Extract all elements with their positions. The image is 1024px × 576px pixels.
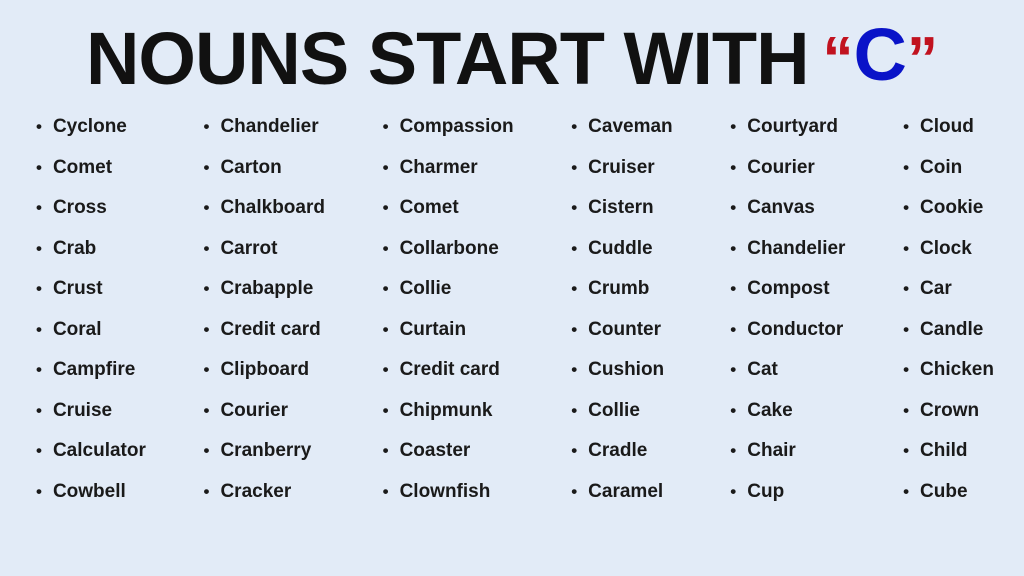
- word-label: Chipmunk: [399, 399, 493, 421]
- bullet-icon: •: [36, 198, 42, 217]
- word-label: Cowbell: [52, 480, 126, 502]
- word-label: Courier: [220, 399, 289, 421]
- list-item: [36, 359, 146, 381]
- word-label: Caveman: [588, 116, 673, 137]
- list-item: [571, 400, 672, 422]
- bullet-icon: •: [730, 238, 737, 258]
- bullet-icon: •: [382, 400, 389, 420]
- list-item: [36, 440, 146, 462]
- word-label: Calculator: [52, 440, 146, 461]
- list-item: [383, 157, 514, 179]
- bullet-icon: •: [730, 279, 737, 298]
- bullet-icon: •: [203, 279, 210, 298]
- bullet-icon: •: [730, 400, 737, 420]
- list-item: [383, 359, 514, 381]
- list-item: [903, 197, 994, 219]
- column-5: [730, 116, 845, 521]
- word-label: Clock: [920, 237, 972, 259]
- word-label: Cube: [920, 480, 968, 502]
- list-item: [36, 238, 146, 260]
- word-label: Caramel: [588, 480, 664, 502]
- word-label: Cistern: [588, 197, 654, 218]
- bullet-icon: •: [730, 360, 737, 379]
- word-label: Chicken: [920, 359, 994, 380]
- column-3: [383, 116, 514, 521]
- word-label: Cookie: [920, 197, 984, 218]
- word-label: Crab: [52, 237, 97, 259]
- list-item: [730, 238, 845, 260]
- word-label: Charmer: [399, 156, 478, 178]
- word-label: Clownfish: [399, 480, 491, 502]
- bullet-icon: •: [36, 279, 42, 298]
- list-item: [903, 440, 994, 462]
- word-label: Courier: [747, 156, 815, 178]
- bullet-icon: •: [730, 481, 737, 501]
- word-label: Canvas: [747, 197, 815, 218]
- list-item: [383, 197, 514, 219]
- list-item: [383, 238, 514, 260]
- list-item: [903, 359, 994, 381]
- bullet-icon: •: [571, 441, 578, 460]
- bullet-icon: •: [571, 157, 578, 177]
- word-label: Comet: [52, 156, 113, 178]
- bullet-icon: •: [36, 360, 42, 379]
- word-label: Crumb: [588, 278, 650, 299]
- word-label: Coaster: [399, 440, 471, 461]
- list-item: [730, 440, 845, 462]
- list-item: [204, 116, 325, 138]
- bullet-icon: •: [203, 238, 210, 258]
- bullet-icon: •: [903, 319, 910, 339]
- word-label: Cradle: [588, 440, 648, 461]
- word-label: Coral: [52, 318, 102, 340]
- bullet-icon: •: [203, 360, 210, 379]
- list-item: [383, 319, 514, 341]
- bullet-icon: •: [36, 481, 42, 501]
- bullet-icon: •: [571, 279, 578, 298]
- word-label: Chair: [747, 440, 796, 461]
- column-6: [903, 116, 994, 521]
- word-label: Coin: [920, 156, 963, 178]
- bullet-icon: •: [903, 117, 910, 136]
- bullet-icon: •: [203, 441, 210, 460]
- list-item: [204, 440, 325, 462]
- bullet-icon: •: [730, 441, 737, 460]
- bullet-icon: •: [382, 238, 389, 258]
- word-columns: [0, 102, 1024, 521]
- word-label: Counter: [588, 318, 661, 340]
- word-label: Collarbone: [399, 237, 499, 259]
- list-item: [204, 400, 325, 422]
- word-label: Carrot: [220, 237, 278, 259]
- list-item: [571, 238, 672, 260]
- word-label: Chandelier: [220, 116, 319, 137]
- word-label: Cruiser: [588, 156, 655, 178]
- list-item: [571, 359, 672, 381]
- list-item: [730, 400, 845, 422]
- list-item: [903, 238, 994, 260]
- list-item: [903, 116, 994, 138]
- bullet-icon: •: [203, 117, 210, 136]
- list-item: [36, 481, 146, 503]
- list-item: [903, 319, 994, 341]
- list-item: [730, 116, 845, 138]
- list-item: [571, 440, 672, 462]
- word-list-6: [903, 116, 994, 521]
- word-label: Cloud: [920, 116, 974, 137]
- bullet-icon: •: [903, 441, 910, 460]
- list-item: [903, 278, 994, 300]
- bullet-icon: •: [203, 319, 210, 339]
- list-item: [204, 359, 325, 381]
- list-item: [730, 481, 845, 503]
- bullet-icon: •: [571, 400, 578, 420]
- word-label: Cranberry: [220, 440, 312, 461]
- word-label: Cat: [747, 359, 778, 380]
- list-item: [36, 197, 146, 219]
- word-label: Conductor: [747, 318, 844, 340]
- word-list-3: [383, 116, 514, 521]
- bullet-icon: •: [382, 157, 389, 177]
- list-item: [903, 400, 994, 422]
- list-item: [36, 157, 146, 179]
- list-item: [571, 157, 672, 179]
- list-item: [903, 481, 994, 503]
- list-item: [730, 157, 845, 179]
- bullet-icon: •: [382, 279, 389, 298]
- word-label: Carton: [220, 156, 282, 178]
- word-label: Cuddle: [588, 237, 653, 259]
- bullet-icon: •: [903, 481, 910, 501]
- list-item: [36, 319, 146, 341]
- list-item: [383, 481, 514, 503]
- list-item: [383, 278, 514, 300]
- bullet-icon: •: [36, 400, 42, 420]
- bullet-icon: •: [903, 400, 910, 420]
- list-item: [36, 400, 146, 422]
- page-title-main: NOUNS START WITH: [85, 17, 809, 100]
- bullet-icon: •: [36, 117, 42, 136]
- bullet-icon: •: [903, 157, 910, 177]
- list-item: [730, 359, 845, 381]
- word-label: Crown: [920, 399, 980, 421]
- word-label: Credit card: [399, 359, 500, 380]
- bullet-icon: •: [203, 481, 210, 501]
- list-item: [730, 197, 845, 219]
- list-item: [383, 116, 514, 138]
- bullet-icon: •: [730, 319, 737, 339]
- list-item: [204, 278, 325, 300]
- bullet-icon: •: [382, 319, 389, 339]
- bullet-icon: •: [903, 198, 910, 217]
- word-label: Chalkboard: [220, 197, 325, 218]
- list-item: [204, 197, 325, 219]
- bullet-icon: •: [36, 238, 42, 258]
- list-item: [204, 238, 325, 260]
- list-item: [36, 278, 146, 300]
- list-item: [383, 400, 514, 422]
- word-label: Crabapple: [220, 278, 314, 299]
- word-label: Cake: [747, 399, 793, 421]
- word-list-1: [36, 116, 146, 521]
- bullet-icon: •: [382, 481, 389, 501]
- word-label: Credit card: [220, 318, 321, 340]
- bullet-icon: •: [382, 198, 389, 217]
- bullet-icon: •: [903, 279, 910, 298]
- word-label: Candle: [920, 318, 984, 340]
- list-item: [730, 319, 845, 341]
- bullet-icon: •: [382, 360, 389, 379]
- list-item: [571, 197, 672, 219]
- bullet-icon: •: [730, 117, 737, 136]
- bullet-icon: •: [571, 117, 578, 136]
- bullet-icon: •: [203, 400, 210, 420]
- word-label: Compassion: [399, 116, 514, 137]
- word-label: Clipboard: [220, 359, 310, 380]
- bullet-icon: •: [203, 157, 210, 177]
- column-4: [571, 116, 672, 521]
- word-label: Child: [920, 440, 968, 461]
- word-list-5: [730, 116, 845, 521]
- list-item: [204, 481, 325, 503]
- word-list-4: [571, 116, 672, 521]
- bullet-icon: •: [730, 157, 737, 177]
- bullet-icon: •: [571, 481, 578, 501]
- page-title: [0, 0, 1024, 102]
- bullet-icon: •: [203, 198, 210, 217]
- word-label: Campfire: [52, 359, 136, 380]
- word-label: Car: [920, 278, 952, 299]
- list-item: [571, 481, 672, 503]
- word-list-2: [204, 116, 325, 521]
- bullet-icon: •: [571, 238, 578, 258]
- word-label: Collie: [588, 399, 640, 421]
- word-label: Chandelier: [747, 237, 846, 259]
- list-item: [36, 116, 146, 138]
- word-label: Collie: [399, 278, 452, 299]
- bullet-icon: •: [903, 238, 910, 258]
- word-label: Cracker: [220, 480, 292, 502]
- list-item: [383, 440, 514, 462]
- bullet-icon: •: [382, 441, 389, 460]
- word-label: Cyclone: [52, 116, 127, 137]
- list-item: [730, 278, 845, 300]
- column-2: [204, 116, 325, 521]
- word-label: Cross: [52, 197, 107, 218]
- bullet-icon: •: [36, 441, 42, 460]
- bullet-icon: •: [571, 360, 578, 379]
- bullet-icon: •: [36, 157, 42, 177]
- bullet-icon: •: [730, 198, 737, 217]
- word-label: Cup: [747, 480, 785, 502]
- column-1: [36, 116, 146, 521]
- bullet-icon: •: [571, 198, 578, 217]
- word-label: Crust: [52, 278, 103, 299]
- list-item: [204, 319, 325, 341]
- word-label: Comet: [399, 197, 459, 218]
- list-item: [903, 157, 994, 179]
- list-item: [204, 157, 325, 179]
- bullet-icon: •: [571, 319, 578, 339]
- quote-open: “: [822, 25, 854, 94]
- bullet-icon: •: [36, 319, 42, 339]
- bullet-icon: •: [903, 360, 910, 379]
- list-item: [571, 116, 672, 138]
- word-label: Compost: [747, 278, 830, 299]
- list-item: [571, 278, 672, 300]
- quote-close: ”: [907, 25, 938, 94]
- word-label: Cruise: [52, 399, 113, 421]
- bullet-icon: •: [382, 117, 389, 136]
- word-label: Cushion: [588, 359, 665, 380]
- page-title-letter-group: [822, 13, 938, 96]
- list-item: [571, 319, 672, 341]
- highlight-letter: C: [853, 13, 907, 96]
- word-label: Curtain: [399, 318, 467, 340]
- word-label: Courtyard: [747, 116, 839, 137]
